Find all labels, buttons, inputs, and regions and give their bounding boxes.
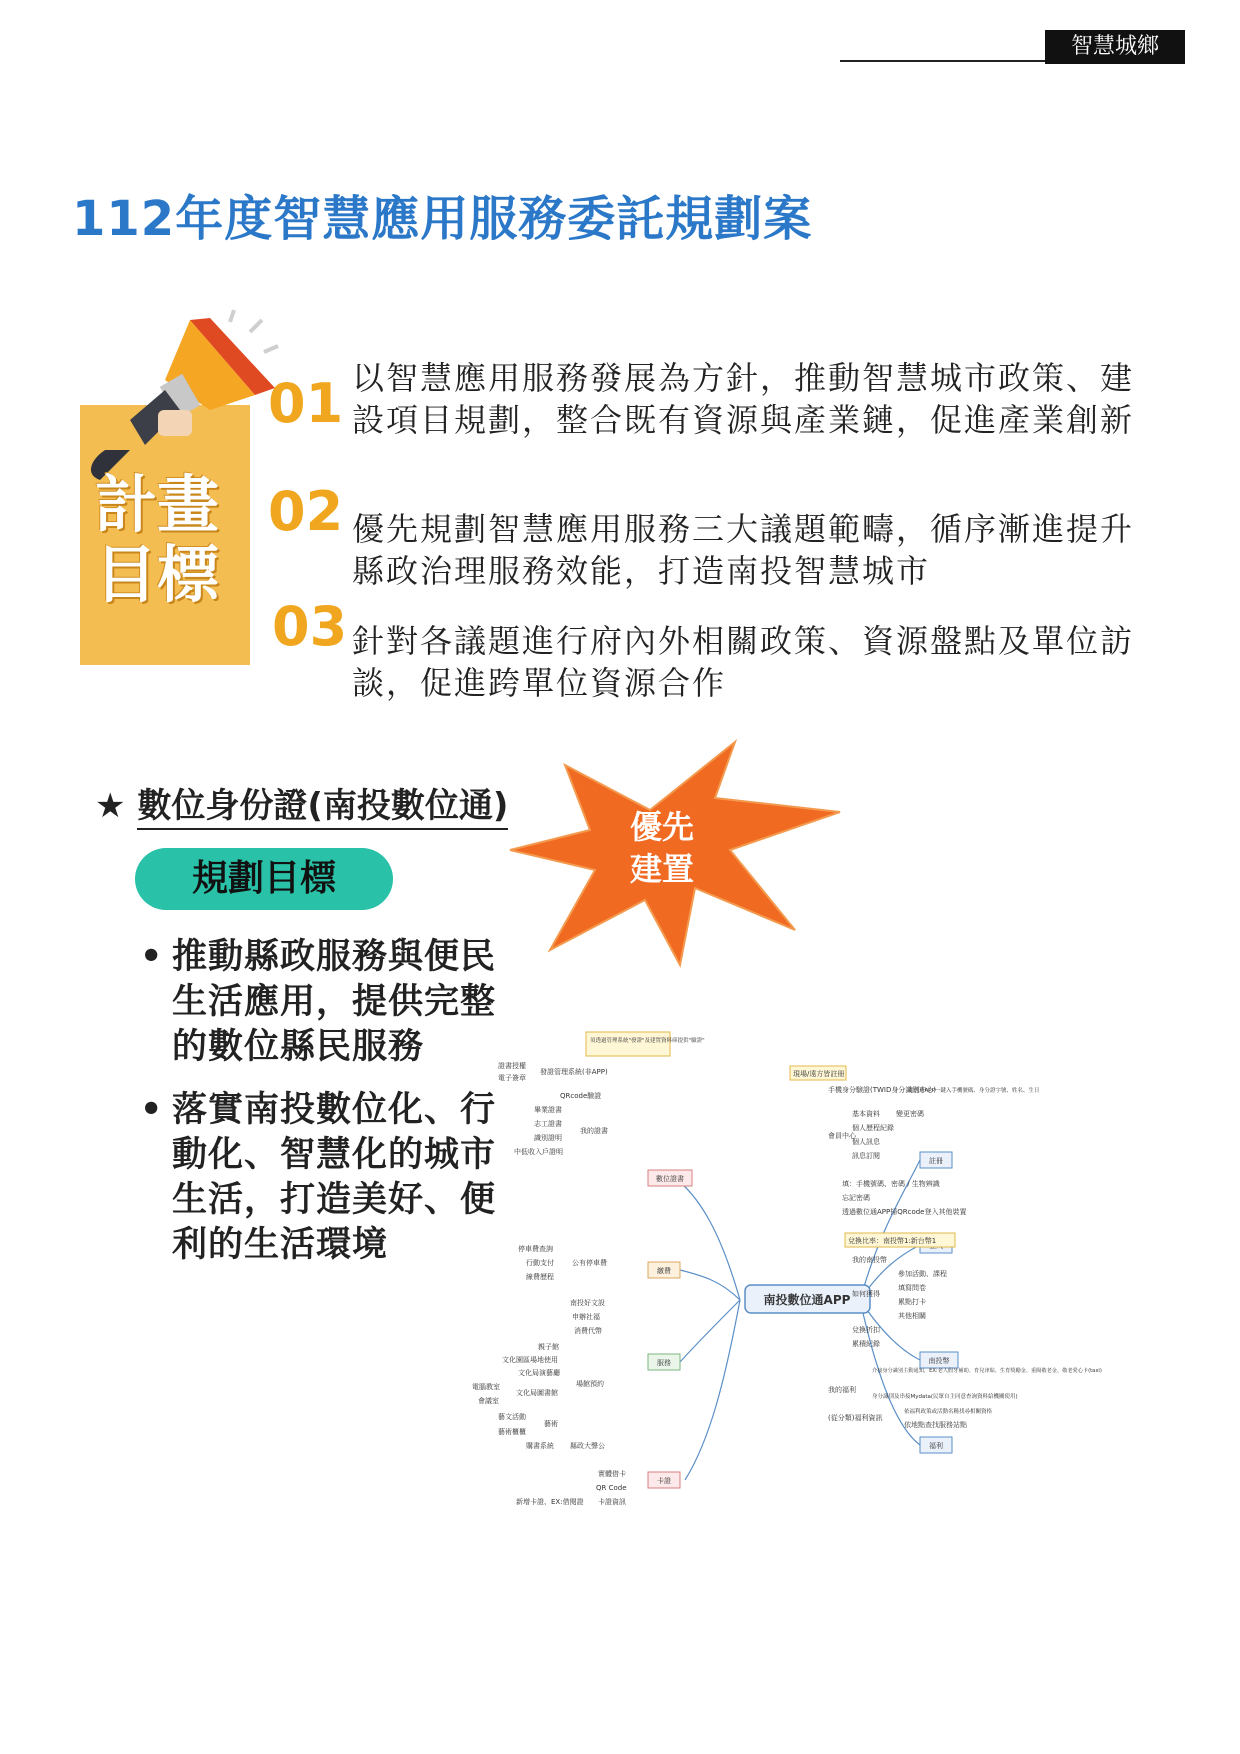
page-title: 112年度智慧應用服務委託規劃案 (72, 191, 813, 247)
mindmap-center: 南投數位通APP (763, 1293, 851, 1307)
svg-text:場館預約: 場館預約 (576, 1380, 604, 1388)
svg-text:識別證明: 識別證明 (534, 1134, 562, 1142)
mindmap-branch: 繳費 (657, 1267, 671, 1275)
svg-text:我的證書: 我的證書 (580, 1127, 608, 1135)
svg-text:依福利政策或活動名稱找尋相關資格: 依福利政策或活動名稱找尋相關資格 (904, 1409, 993, 1415)
svg-text:縣政大聲公: 縣政大聲公 (570, 1442, 605, 1450)
svg-text:畢業證書: 畢業證書 (534, 1106, 562, 1114)
svg-text:QR Code: QR Code (596, 1484, 627, 1492)
mindmap-branch: 服務 (657, 1359, 671, 1367)
item-text: 以智慧應用服務發展為方針，推動智慧城市政策、建設項目規劃，整合既有資源與產業鏈，促進產業創新 (352, 359, 1135, 439)
item-number: 01 (268, 372, 344, 435)
svg-text:行動支付: 行動支付 (526, 1259, 554, 1267)
header-tag: 智慧城鄉 (1045, 30, 1185, 64)
svg-text:會員中心: 會員中心 (828, 1132, 856, 1140)
svg-text:發證管理系統(非APP): 發證管理系統(非APP) (540, 1068, 608, 1076)
svg-text:個人歷程紀錄: 個人歷程紀錄 (852, 1124, 894, 1132)
svg-text:透過數位通APP掃QRcode登入其他裝置: 透過數位通APP掃QRcode登入其他裝置 (842, 1208, 967, 1216)
bullet-text: 推動縣政服務與便民生活應用，提供完整的數位縣民服務 (172, 937, 497, 1067)
mindmap-callout: 須透過管理系統"發證"及建置資料庫提供"驗證" (590, 1038, 705, 1044)
mindmap-callout: 現場/遠方皆註冊 (793, 1070, 845, 1078)
svg-text:我的福利: 我的福利 (828, 1386, 856, 1394)
mindmap-branch: 南投幣 (928, 1357, 950, 1365)
goal-bullet-list (140, 935, 520, 1286)
svg-text:介接身分識別主動通知，EX:老人假牙補助、育兒津貼、生育獎勵: 介接身分識別主動通知，EX:老人假牙補助、育兒津貼、生育獎勵金、重陽敬老金、敬老愛心卡(taxi) (872, 1368, 1102, 1374)
bullet-dot: • (140, 1090, 164, 1130)
svg-text:累點打卡: 累點打卡 (898, 1298, 926, 1306)
mindmap-pay-labels (518, 1244, 608, 1281)
bullet-item (140, 1088, 520, 1268)
svg-text:身分識別及串接Mydata(民眾自主同意查詢資料給機關使用): 身分識別及串接Mydata(民眾自主同意查詢資料給機關使用) (872, 1394, 1018, 1400)
svg-text:公有停車費: 公有停車費 (572, 1259, 607, 1267)
star-icon: ★ (95, 786, 126, 826)
svg-text:我的南投幣: 我的南投幣 (852, 1256, 887, 1264)
svg-text:(從分類)福利資訊: (從分類)福利資訊 (828, 1414, 883, 1422)
svg-text:如何獲得: 如何獲得 (852, 1290, 880, 1298)
goal-label-line1: 計畫 (95, 468, 220, 541)
svg-text:藝術櫃櫃: 藝術櫃櫃 (498, 1428, 526, 1436)
svg-text:累積紀錄: 累積紀錄 (852, 1340, 880, 1348)
bullet-item (140, 935, 520, 1070)
burst-line1: 優先 (629, 808, 695, 846)
burst-line2: 建置 (629, 850, 695, 888)
svg-text:訊息訂閱: 訊息訂閱 (852, 1152, 880, 1160)
svg-text:卡證資訊: 卡證資訊 (598, 1498, 626, 1506)
mindmap-card-labels (516, 1469, 627, 1506)
mindmap-branch: 卡證 (657, 1477, 671, 1485)
svg-text:申辦社福: 申辦社福 (572, 1313, 600, 1321)
svg-text:其他相關: 其他相關 (898, 1312, 926, 1320)
item-number: 03 (272, 595, 348, 658)
svg-text:個人訊息: 個人訊息 (852, 1138, 880, 1146)
svg-text:變更密碼: 變更密碼 (896, 1110, 924, 1118)
svg-text:文化園區場地使用: 文化園區場地使用 (502, 1356, 558, 1364)
svg-text:新增卡證、EX:借閱證: 新增卡證、EX:借閱證 (516, 1498, 584, 1506)
goal-label-line2: 目標 (95, 538, 220, 611)
svg-text:填：手機號碼、密碼 / 生物辨識: 填：手機號碼、密碼 / 生物辨識 (842, 1180, 940, 1188)
svg-text:志工證書: 志工證書 (534, 1120, 562, 1128)
svg-text:會議室: 會議室 (478, 1397, 499, 1405)
priority-burst (510, 740, 840, 970)
plan-goal-pill: 規劃目標 (135, 848, 393, 910)
svg-text:兌換折扣: 兌換折扣 (852, 1326, 880, 1334)
goal-label (95, 470, 245, 610)
svg-text:實體借卡: 實體借卡 (598, 1470, 626, 1478)
svg-text:手機身分驗證(TWID身分識別中心): 手機身分驗證(TWID身分識別中心) (828, 1086, 937, 1094)
svg-text:停車費查詢: 停車費查詢 (518, 1245, 553, 1253)
bullet-text: 落實南投數位化、行動化、智慧化的城市生活，打造美好、便利的生活環境 (172, 1090, 497, 1265)
bullet-dot: • (140, 937, 164, 977)
mindmap-callout: 兌換比率：南投幣1:新台幣1 (848, 1237, 937, 1245)
svg-text:證書授權: 證書授權 (498, 1062, 526, 1070)
svg-text:親子館: 親子館 (538, 1343, 559, 1351)
svg-text:線費歷程: 線費歷程 (526, 1273, 554, 1281)
item-text: 優先規劃智慧應用服務三大議題範疇，循序漸進提升縣政治理服務效能，打造南投智慧城市 (352, 510, 1135, 590)
mindmap-login-labels (842, 1179, 967, 1216)
svg-text:電腦教室: 電腦教室 (472, 1383, 500, 1391)
mindmap-welfare-labels (828, 1366, 1102, 1429)
svg-text:基本資料: 基本資料 (852, 1110, 880, 1118)
svg-text:忘記密碼: 忘記密碼 (842, 1194, 870, 1202)
item-text: 針對各議題進行府內外相關政策、資源盤點及單位訪談，促進跨單位資源合作 (352, 622, 1135, 702)
svg-text:電子簽章: 電子簽章 (498, 1074, 526, 1082)
svg-text:購書系統: 購書系統 (526, 1442, 554, 1450)
section-heading (95, 778, 508, 827)
mindmap-branch: 福利 (929, 1442, 943, 1450)
mindmap-branch: 註冊 (929, 1157, 943, 1165)
section-heading-text: 數位身份證(南投數位通) (137, 786, 508, 830)
svg-text:填寫問卷: 填寫問卷 (898, 1284, 926, 1292)
mindmap-branch: 數位證書 (656, 1175, 684, 1183)
mindmap-register-labels (828, 1085, 1039, 1160)
app-mind-map (472, 1030, 1200, 1506)
svg-text:中低收入戶證明: 中低收入戶證明 (514, 1148, 563, 1156)
svg-text:參加活動、課程: 參加活動、課程 (898, 1270, 947, 1278)
svg-text:南投好文設: 南投好文設 (570, 1299, 605, 1307)
mindmap-service-labels (472, 1298, 605, 1450)
svg-text:文化局圖書館: 文化局圖書館 (516, 1389, 558, 1397)
svg-text:藝文活動: 藝文活動 (498, 1413, 526, 1421)
item-number: 02 (268, 480, 344, 543)
svg-text:文化局演藝廳: 文化局演藝廳 (518, 1369, 560, 1377)
svg-text:需透過APP一鍵入手機號碼、身分證字號、姓名、生日: 需透過APP一鍵入手機號碼、身分證字號、姓名、生日 (908, 1088, 1040, 1094)
svg-text:QRcode驗證: QRcode驗證 (560, 1092, 602, 1100)
svg-text:依地點查找服務站點: 依地點查找服務站點 (904, 1421, 967, 1429)
svg-text:消費代幣: 消費代幣 (574, 1327, 602, 1335)
svg-text:藝術: 藝術 (544, 1420, 558, 1428)
